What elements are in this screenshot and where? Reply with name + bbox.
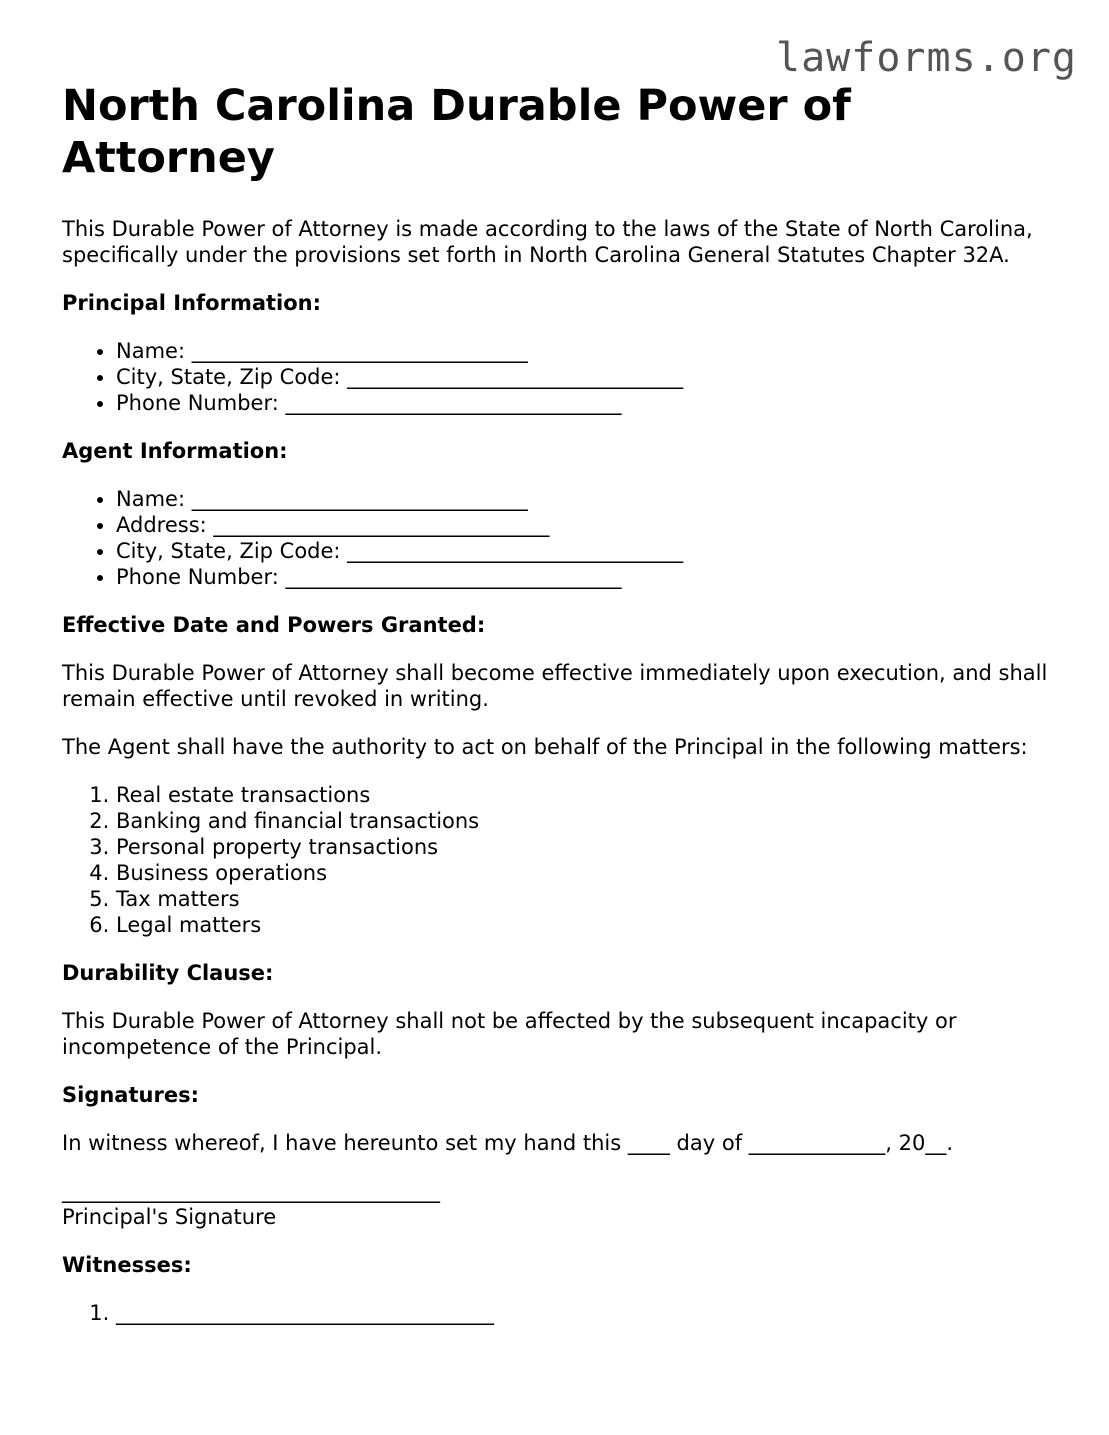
principal-city-field: • City, State, Zip Code: ________________________________ xyxy=(116,364,1052,390)
principal-signature-block xyxy=(62,1178,1052,1230)
agent-address-field: • Address: ________________________________ xyxy=(116,512,1052,538)
power-item: 3. Personal property transactions xyxy=(116,834,1052,860)
document-title: North Carolina Durable Power of Attorney xyxy=(62,81,851,183)
intro-paragraph: This Durable Power of Attorney is made according to the laws of the State of North Carolina, specifically under the provisions set forth in North Carolina General Statutes Chapter 32A. xyxy=(62,217,1033,267)
principal-signature-label: Principal's Signature xyxy=(62,1205,277,1229)
document xyxy=(62,80,1052,1326)
principal-fields xyxy=(62,338,1052,416)
powers-list xyxy=(62,782,1052,938)
agent-fields xyxy=(62,486,1052,590)
watermark: lawforms.org xyxy=(776,35,1077,81)
effective-paragraph: This Durable Power of Attorney shall become effective immediately upon execution, and shall remain effective until revoked in writing. xyxy=(62,661,1048,711)
effective-heading: Effective Date and Powers Granted: xyxy=(62,613,486,637)
durability-text: This Durable Power of Attorney shall not be affected by the subsequent incapacity or incompetence of the Principal. xyxy=(62,1009,957,1059)
agent-heading: Agent Information: xyxy=(62,439,288,463)
signatures-heading: Signatures: xyxy=(62,1083,199,1107)
witnesses-heading: Witnesses: xyxy=(62,1253,192,1277)
durability-heading: Durability Clause: xyxy=(62,961,274,985)
agent-phone-field: • Phone Number: ________________________________ xyxy=(116,564,1052,590)
witness-whereof-text: In witness whereof, I have hereunto set my hand this ____ day of _____________, 20__. xyxy=(62,1131,954,1155)
principal-name-field: • Name: ________________________________ xyxy=(116,338,1052,364)
principal-phone-field: • Phone Number: ________________________________ xyxy=(116,390,1052,416)
power-item: 4. Business operations xyxy=(116,860,1052,886)
power-item: 5. Tax matters xyxy=(116,886,1052,912)
power-item: 6. Legal matters xyxy=(116,912,1052,938)
witnesses-list xyxy=(62,1300,1052,1326)
authority-paragraph: The Agent shall have the authority to act on behalf of the Principal in the following matters: xyxy=(62,735,1028,759)
power-item: 2. Banking and financial transactions xyxy=(116,808,1052,834)
agent-name-field: • Name: ________________________________ xyxy=(116,486,1052,512)
witness-line: 1. ____________________________________ xyxy=(116,1300,1052,1326)
principal-signature-line: ____________________________________ xyxy=(62,1179,440,1203)
power-item: 1. Real estate transactions xyxy=(116,782,1052,808)
principal-heading: Principal Information: xyxy=(62,291,322,315)
agent-city-field: • City, State, Zip Code: ________________________________ xyxy=(116,538,1052,564)
